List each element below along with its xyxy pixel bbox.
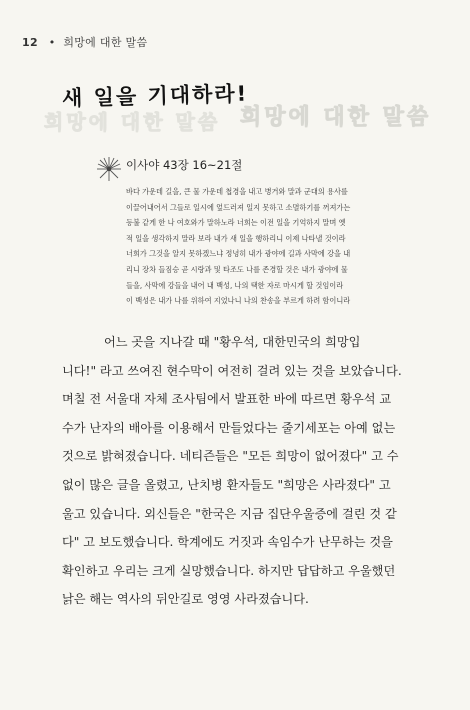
- chapter-title: 희망에 대한 말씀: [63, 36, 148, 49]
- body-line: 것으로 밝혀졌습니다. 네티즌들은 "모든 희망이 없어졌다" 고 수: [62, 449, 399, 464]
- body-line: 니다!" 라고 쓰여진 현수막이 여전히 걸려 있는 것을 보았습니다.: [62, 363, 402, 378]
- body-line: 낡은 해는 역사의 뒤안길로 영영 사라졌습니다.: [62, 592, 309, 607]
- scripture-line: 이 백성은 내가 나를 위하여 지었나니 나의 찬송을 부르게 하려 함이니라: [126, 296, 351, 306]
- body-line: 울고 있습니다. 외신들은 "한국은 지금 집단우울증에 걸린 것 같: [62, 506, 397, 521]
- scripture-line: 바다 가운데 길을, 큰 물 가운데 첩경을 내고 병거와 말과 군대의 용사를: [126, 187, 348, 196]
- ghost-title-watermark: 희망에 대한 말씀: [240, 105, 432, 130]
- body-line: 없이 많은 글을 올렸고, 난치병 환자들도 "희망은 사라졌다" 고: [62, 477, 391, 492]
- scripture-reference: 이사야 43장 16~21절: [126, 158, 243, 172]
- scripture-passage: [126, 184, 430, 309]
- scripture-line: 이끌어내어서 그들로 일시에 엎드러져 일지 못하고 소멸하기를 꺼져가는: [126, 202, 351, 212]
- body-line: 며칠 전 서울대 자체 조사팀에서 발표한 바에 따르면 황우석 교: [62, 392, 392, 407]
- ghost-title-watermark-left: 희망에 대한 말씀: [44, 110, 221, 134]
- page-number: 12: [22, 36, 38, 49]
- scripture-line: 등불 같게 한 나 여호와가 말하노라 너희는 이전 일을 기억하지 말며 옛: [126, 218, 346, 228]
- body-line: 어느 곳을 지나갈 때 "황우석, 대한민국의 희망입: [104, 335, 361, 349]
- scripture-line: 적 일을 생각하지 말라 보라 내가 새 일을 행하리니 이제 나타낼 것이라: [126, 233, 346, 243]
- scripture-line: 들을, 사막에 강들을 내어 내 백성, 나의 택한 자로 마시게 할 것임이라: [126, 280, 344, 290]
- body-line: 수가 난자의 배아를 이용해서 만들었다는 줄기세포는 아예 없는: [62, 420, 396, 435]
- section-title: 새 일을 기대하라!: [61, 81, 249, 111]
- body-line: 확인하고 우리는 크게 실망했습니다. 하지만 답답하고 우울했던: [62, 563, 396, 578]
- header-separator: •: [48, 36, 56, 49]
- running-header: [22, 34, 147, 50]
- body-paragraph: [62, 328, 437, 614]
- body-line: 다" 고 보도했습니다. 학계에도 거짓과 속임수가 난무하는 것을: [62, 535, 393, 550]
- scripture-line: 너희가 그것을 알지 못하겠느냐 정녕히 내가 광야에 길과 사막에 강을 내: [126, 249, 351, 259]
- scripture-line: 리니 장차 들짐승 곧 시랑과 및 타조도 나를 존경할 것은 내가 광야에 물: [126, 264, 348, 274]
- flower-ornament-icon: [96, 156, 122, 182]
